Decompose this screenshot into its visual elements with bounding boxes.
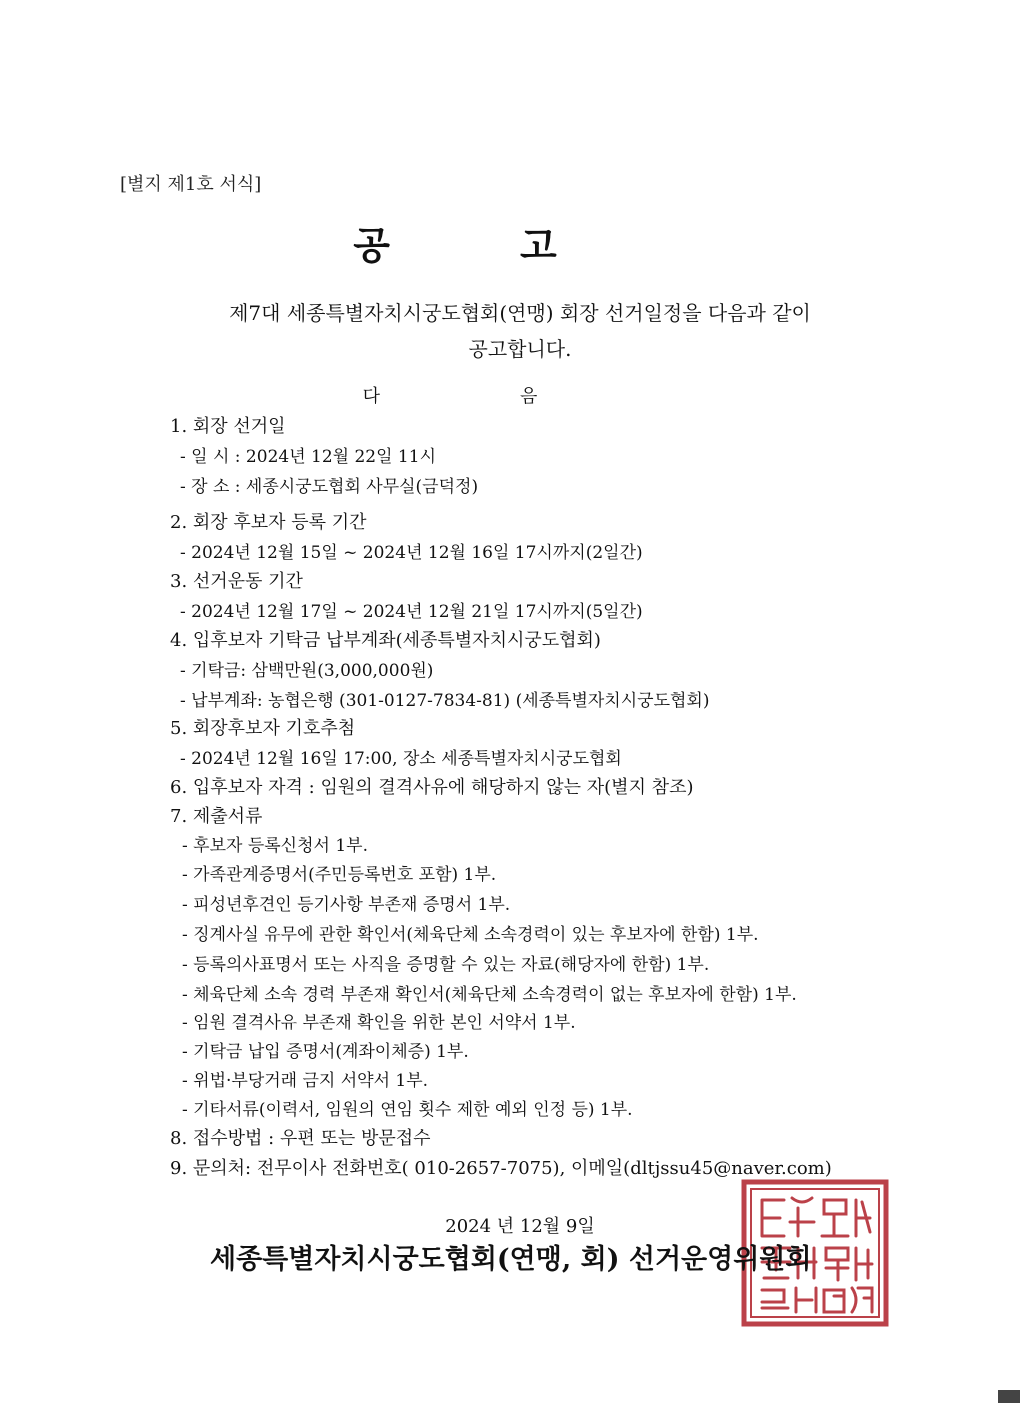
- section-4-heading: 4. 입후보자 기탁금 납부계좌(세종특별자치시궁도협회): [170, 630, 601, 651]
- section-5-item: - 2024년 12월 16일 17:00, 장소 세종특별자치시궁도협회: [180, 749, 622, 769]
- section-1-item: - 장 소 : 세종시궁도협회 사무실(금덕정): [180, 477, 479, 497]
- form-label: [별지 제1호 서식]: [120, 174, 262, 195]
- document-list-item: - 징계사실 유무에 관한 확인서(체육단체 소속경력이 있는 후보자에 한함) 1부.: [182, 925, 759, 945]
- below-heading: 다음: [362, 386, 678, 407]
- document-list-item: - 위법·부당거래 금지 서약서 1부.: [182, 1071, 429, 1091]
- section-9-heading: 9. 문의처: 전무이사 전화번호( 010-2657-7075), 이메일(dltjssu45@naver.com): [170, 1158, 832, 1179]
- intro-line-1: 제7대 세종특별자치시궁도협회(연맹) 회장 선거일정을 다음과 같이: [229, 301, 811, 325]
- document-list-item: - 기탁금 납입 증명서(계좌이체증) 1부.: [182, 1042, 469, 1062]
- document-list-item: - 기타서류(이력서, 임원의 연임 횟수 제한 예외 인정 등) 1부.: [182, 1100, 633, 1120]
- document-list-item: - 임원 결격사유 부존재 확인을 위한 본인 서약서 1부.: [182, 1013, 576, 1033]
- section-2-item: - 2024년 12월 15일 ~ 2024년 12월 16일 17시까지(2일간): [180, 543, 643, 563]
- document-list-item: - 체육단체 소속 경력 부존재 확인서(체육단체 소속경력이 없는 후보자에 한함) 1부.: [182, 985, 797, 1005]
- organization-name: 세종특별자치시궁도협회(연맹, 회) 선거운영위원회: [210, 1244, 812, 1275]
- section-1-heading: 1. 회장 선거일: [170, 416, 286, 437]
- section-6-heading: 6. 입후보자 자격 : 임원의 결격사유에 해당하지 않는 자(별지 참조): [170, 777, 694, 798]
- document-list-item: - 가족관계증명서(주민등록번호 포함) 1부.: [182, 865, 497, 885]
- page-title: 공고: [353, 223, 687, 268]
- intro-line-2: 공고합니다.: [468, 337, 572, 361]
- scan-edge-mark: [998, 1390, 1020, 1403]
- issue-date: 2024 년 12월 9일: [445, 1216, 595, 1237]
- section-7-heading: 7. 제출서류: [170, 806, 263, 827]
- section-8-heading: 8. 접수방법 : 우편 또는 방문접수: [170, 1128, 431, 1149]
- document-list-item: - 피성년후견인 등기사항 부존재 증명서 1부.: [182, 895, 511, 915]
- section-1-item: - 일 시 : 2024년 12월 22일 11시: [180, 447, 436, 467]
- section-3-heading: 3. 선거운동 기간: [170, 571, 303, 592]
- document-list-item: - 후보자 등록신청서 1부.: [182, 836, 368, 856]
- section-4-item: - 기탁금: 삼백만원(3,000,000원): [180, 661, 434, 681]
- section-3-item: - 2024년 12월 17일 ~ 2024년 12월 21일 17시까지(5일간): [180, 602, 643, 622]
- document-list-item: - 등록의사표명서 또는 사직을 증명할 수 있는 자료(해당자에 한함) 1부.: [182, 955, 710, 975]
- section-2-heading: 2. 회장 후보자 등록 기간: [170, 512, 367, 533]
- section-5-heading: 5. 회장후보자 기호추첨: [170, 718, 356, 739]
- section-4-item: - 납부계좌: 농협은행 (301-0127-7834-81) (세종특별자치시궁도협회): [180, 691, 710, 711]
